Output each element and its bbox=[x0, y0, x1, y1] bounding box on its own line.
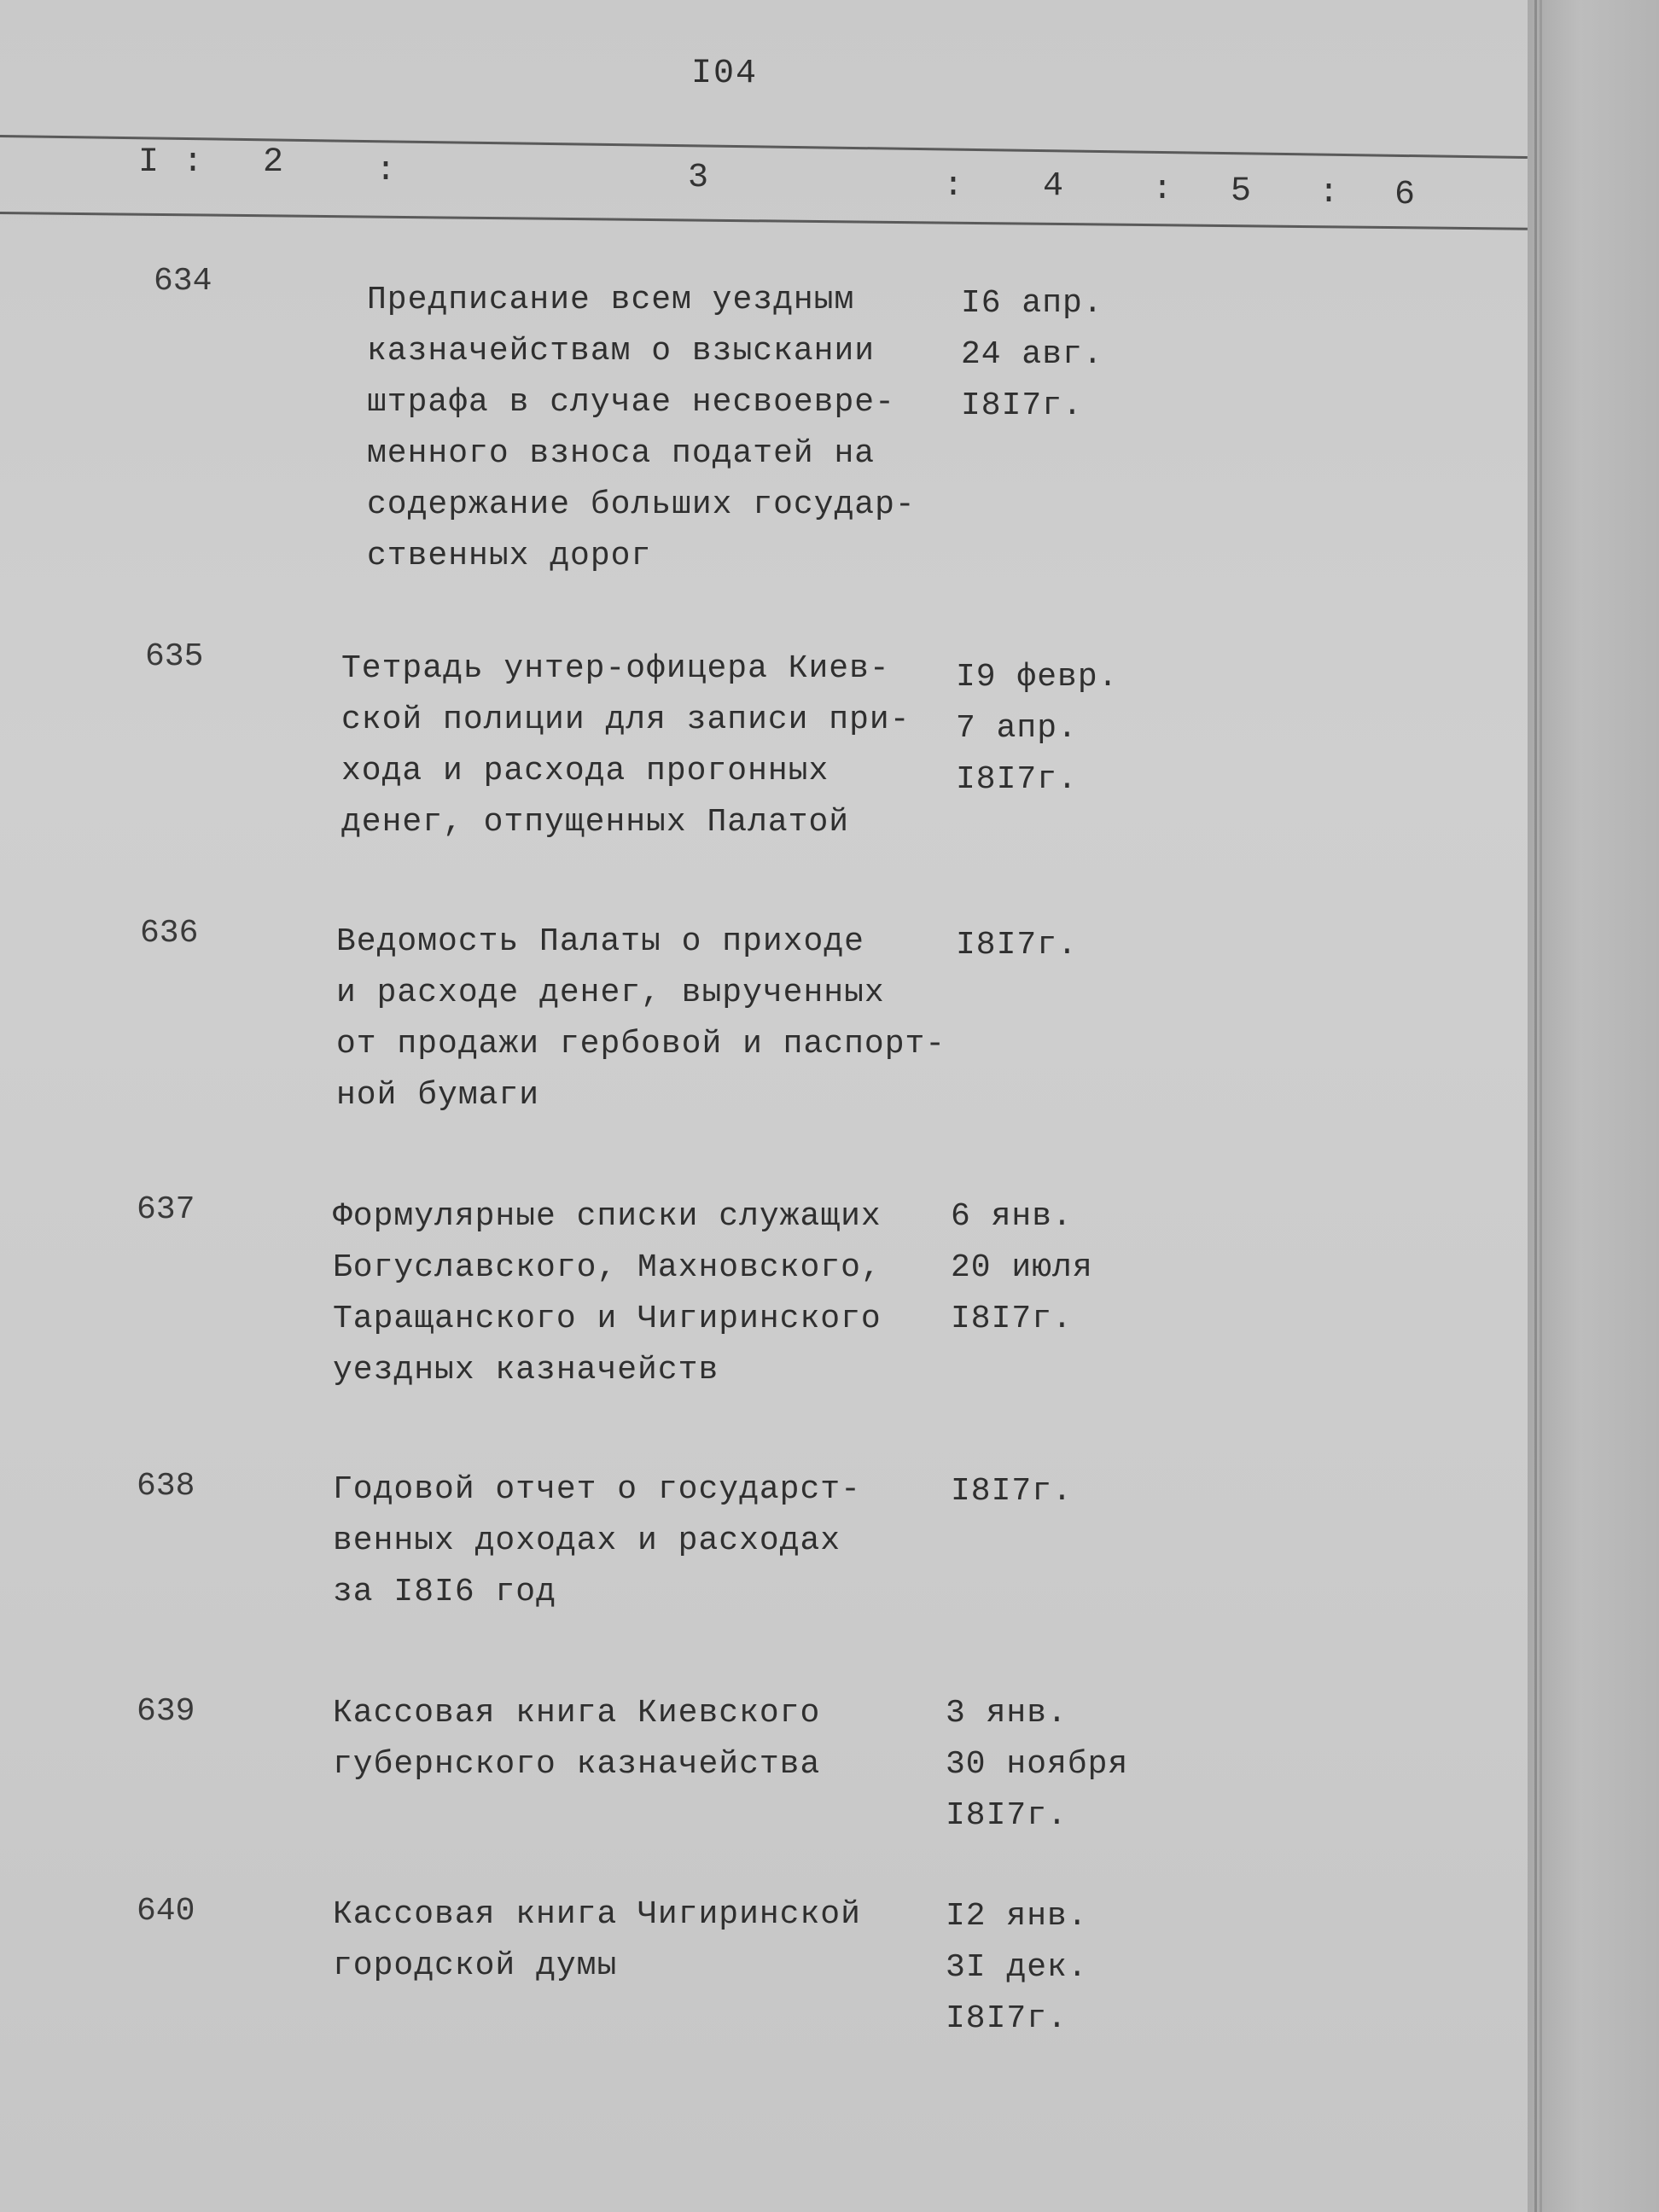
description-line: Кассовая книга Чигиринской bbox=[333, 1896, 861, 1933]
entry-dates bbox=[956, 652, 1118, 806]
page-edge-shadow bbox=[1528, 0, 1659, 2212]
column-separator: : bbox=[1152, 171, 1173, 209]
description-line: Формулярные списки служащих bbox=[333, 1198, 882, 1235]
entry-dates bbox=[956, 920, 1078, 971]
description-line: казначействам о взыскании bbox=[367, 333, 876, 370]
entry-number: 638 bbox=[137, 1468, 195, 1505]
entry-dates bbox=[946, 1688, 1128, 1842]
entry-number: 640 bbox=[137, 1893, 195, 1930]
description-line: Предписание всем уездным bbox=[367, 282, 855, 318]
date-line: 20 июля bbox=[951, 1249, 1093, 1286]
date-line: 3I дек. bbox=[946, 1949, 1088, 1986]
entry-number: 639 bbox=[137, 1693, 195, 1730]
date-line: I8I7г. bbox=[946, 1797, 1068, 1834]
entry-dates bbox=[951, 1466, 1073, 1517]
entry-number: 634 bbox=[154, 263, 212, 300]
description-line: за I8I6 год bbox=[333, 1574, 556, 1610]
header-top-rule bbox=[0, 135, 1528, 159]
column-header-6: 6 bbox=[1394, 176, 1416, 214]
entry-number: 636 bbox=[140, 915, 199, 952]
description-line: губернского казначейства bbox=[333, 1746, 821, 1783]
column-header-3: 3 bbox=[688, 159, 709, 197]
column-header-2: 2 bbox=[263, 143, 284, 182]
column-header-5: 5 bbox=[1231, 172, 1252, 211]
description-line: Богуславского, Махновского, bbox=[333, 1249, 882, 1286]
date-line: 24 авг. bbox=[961, 336, 1103, 373]
column-header-1: I bbox=[138, 143, 160, 182]
date-line: I8I7г. bbox=[956, 927, 1078, 963]
entry-description bbox=[333, 1464, 964, 1618]
entry-description bbox=[341, 643, 973, 848]
date-line: I2 янв. bbox=[946, 1898, 1088, 1935]
date-line: I8I7г. bbox=[956, 761, 1078, 798]
page-edge-line bbox=[1540, 0, 1542, 2212]
entry-dates bbox=[961, 278, 1103, 432]
entry-number: 637 bbox=[137, 1191, 195, 1228]
date-line: I9 февр. bbox=[956, 659, 1119, 696]
description-line: венных доходах и расходах bbox=[333, 1522, 841, 1559]
header-bottom-rule bbox=[0, 212, 1528, 230]
date-line: 30 ноября bbox=[946, 1746, 1129, 1783]
date-line: 6 янв. bbox=[951, 1198, 1073, 1235]
date-line: 3 янв. bbox=[946, 1695, 1068, 1732]
description-line: от продажи гербовой и паспорт- bbox=[336, 1026, 946, 1062]
description-line: штрафа в случае несвоевре- bbox=[367, 384, 895, 421]
description-line: Ведомость Палаты о приходе bbox=[336, 923, 864, 960]
entry-description bbox=[367, 275, 998, 582]
date-line: I6 апр. bbox=[961, 285, 1103, 322]
entry-description bbox=[333, 1191, 964, 1396]
description-line: городской думы bbox=[333, 1947, 618, 1984]
description-line: ственных дорог bbox=[367, 538, 652, 574]
column-separator: : bbox=[183, 143, 204, 182]
description-line: Тетрадь унтер-офицера Киев- bbox=[341, 650, 890, 687]
column-separator: : bbox=[375, 152, 397, 190]
page-number: I04 bbox=[691, 55, 759, 93]
date-line: 7 апр. bbox=[956, 710, 1078, 747]
date-line: I8I7г. bbox=[946, 2000, 1068, 2037]
page-edge-line bbox=[1534, 0, 1537, 2212]
description-line: уездных казначейств bbox=[333, 1352, 719, 1388]
description-line: Годовой отчет о государст- bbox=[333, 1471, 861, 1508]
entry-description bbox=[333, 1688, 964, 1790]
description-line: Таращанского и Чигиринского bbox=[333, 1301, 882, 1337]
description-line: и расходе денег, вырученных bbox=[336, 975, 885, 1011]
description-line: менного взноса податей на bbox=[367, 435, 876, 472]
column-header-4: 4 bbox=[1043, 167, 1064, 206]
entry-dates bbox=[946, 1891, 1088, 2045]
entry-number: 635 bbox=[145, 638, 204, 675]
description-line: ской полиции для записи при- bbox=[341, 701, 911, 738]
date-line: I8I7г. bbox=[951, 1301, 1073, 1337]
description-line: хода и расхода прогонных bbox=[341, 753, 830, 789]
column-separator: : bbox=[1318, 174, 1340, 212]
column-separator: : bbox=[943, 167, 964, 206]
description-line: ной бумаги bbox=[336, 1077, 540, 1114]
description-line: Кассовая книга Киевского bbox=[333, 1695, 821, 1732]
date-line: I8I7г. bbox=[951, 1473, 1073, 1510]
description-line: содержание больших государ- bbox=[367, 486, 916, 523]
entry-description bbox=[333, 1889, 964, 1992]
entry-dates bbox=[951, 1191, 1093, 1345]
date-line: I8I7г. bbox=[961, 387, 1083, 424]
description-line: денег, отпущенных Палатой bbox=[341, 804, 850, 841]
entry-description bbox=[336, 917, 968, 1121]
